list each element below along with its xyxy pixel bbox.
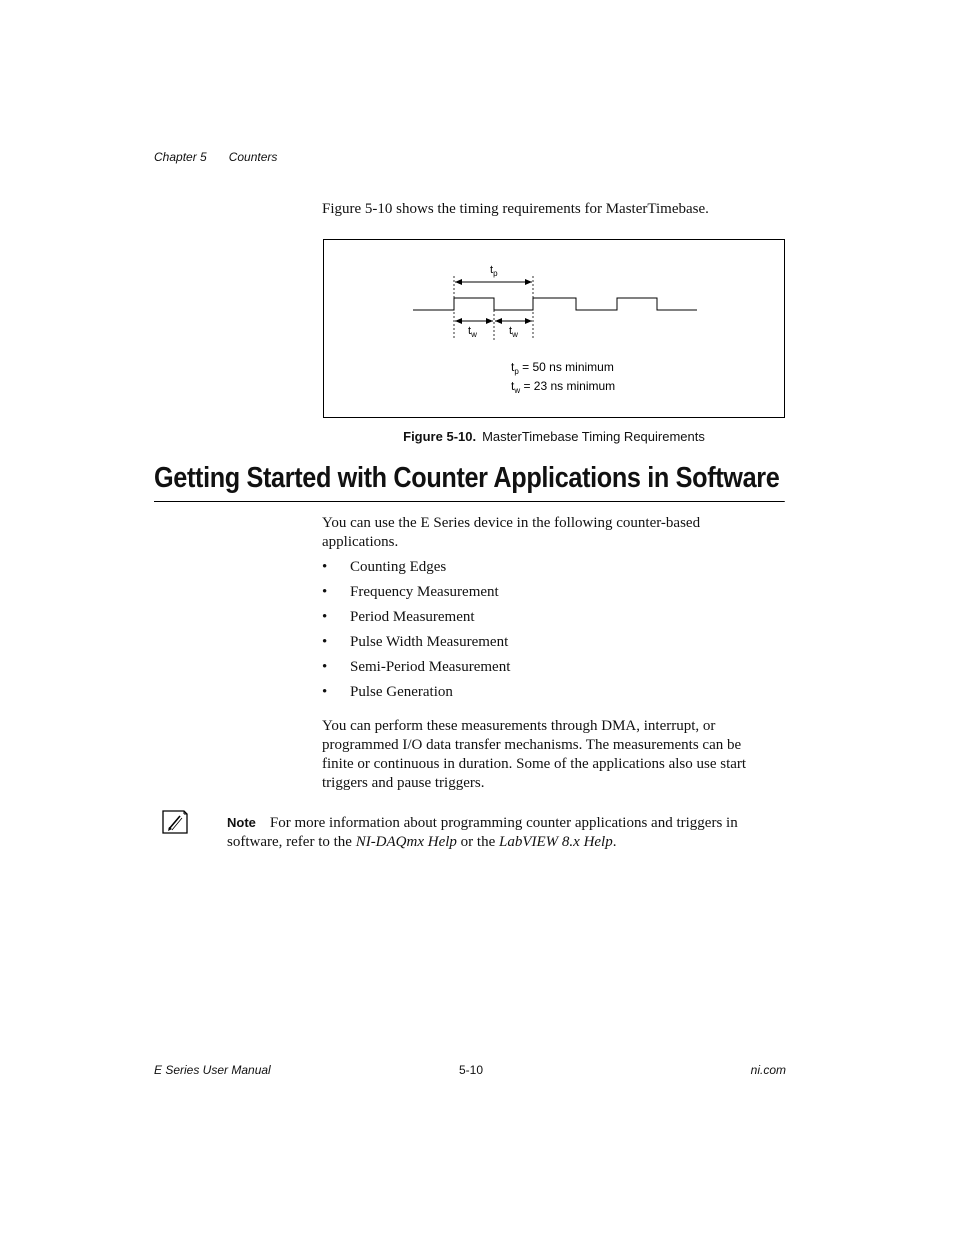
note-ref-labview-help: LabVIEW 8.x Help <box>499 834 613 850</box>
bullet: • <box>322 609 328 625</box>
chapter-label: Chapter 5 <box>154 150 207 164</box>
tw2-arrowhead-left <box>495 318 502 324</box>
note-block <box>227 813 772 852</box>
list-item <box>322 558 510 583</box>
timing-diagram <box>324 240 786 419</box>
list-item-text: Frequency Measurement <box>350 584 499 600</box>
footer-website: ni.com <box>750 1063 786 1077</box>
list-item-text: Period Measurement <box>350 609 475 625</box>
tp-label: $t_p$ <box>490 264 498 278</box>
list-item <box>322 658 510 683</box>
tp-arrowhead-left <box>455 279 462 285</box>
footer-page-number: 5-10 <box>459 1063 484 1077</box>
bullet: • <box>322 559 328 575</box>
bullet: • <box>322 584 328 600</box>
figure-caption-label: Figure 5-10. <box>403 429 477 444</box>
note-text-mid: or the <box>456 834 499 850</box>
list-item <box>322 633 510 658</box>
intro-paragraph: Figure 5-10 shows the timing requirements for MasterTimebase. <box>322 201 709 217</box>
list-item <box>322 583 510 608</box>
list-item-text: Counting Edges <box>350 559 447 575</box>
footer-manual-title: E Series User Manual <box>154 1063 271 1077</box>
note-text-start: For more information about programming counter applications and triggers in software, refer to the <box>227 815 738 850</box>
tw2-arrowhead-right <box>525 318 532 324</box>
tp-arrowhead-right <box>525 279 532 285</box>
note-label: Note <box>227 815 256 830</box>
tw-label-1: $t_w$ <box>468 325 477 339</box>
bullet: • <box>322 684 328 700</box>
intro-applications-paragraph: You can use the E Series device in the following counter-based applications. <box>322 515 701 550</box>
section-label: Counters <box>228 150 278 164</box>
figure-caption-text: MasterTimebase Timing Requirements <box>482 429 705 444</box>
timebase-waveform <box>413 298 697 310</box>
list-item-text: Pulse Generation <box>350 684 453 700</box>
applications-list <box>322 558 510 708</box>
tw-label-2: $t_w$ <box>509 325 518 339</box>
section-heading: Getting Started with Counter Applications in Software <box>154 462 785 502</box>
tw1-arrowhead-right <box>486 318 493 324</box>
note-ref-daqmx-help: NI-DAQmx Help <box>355 834 457 850</box>
measurements-paragraph: You can perform these measurements through DMA, interrupt, or programmed I/O data transfer mechanisms. The measurements can be finite or continuous in duration. Some of the applications also use start triggers and pause triggers. <box>322 718 747 791</box>
tw-spec: $t_w = 23$ ns minimum <box>511 379 616 395</box>
note-icon <box>160 808 190 836</box>
list-item <box>322 683 510 708</box>
tp-spec: $t_p = 50$ ns minimum <box>511 360 614 376</box>
list-item <box>322 608 510 633</box>
note-text-end: . <box>612 834 617 850</box>
bullet: • <box>322 659 328 675</box>
running-header <box>154 150 277 164</box>
timing-figure <box>323 239 785 418</box>
bullet: • <box>322 634 328 650</box>
list-item-text: Pulse Width Measurement <box>350 634 509 650</box>
tw1-arrowhead-left <box>455 318 462 324</box>
list-item-text: Semi-Period Measurement <box>350 659 511 675</box>
figure-caption <box>323 429 785 444</box>
